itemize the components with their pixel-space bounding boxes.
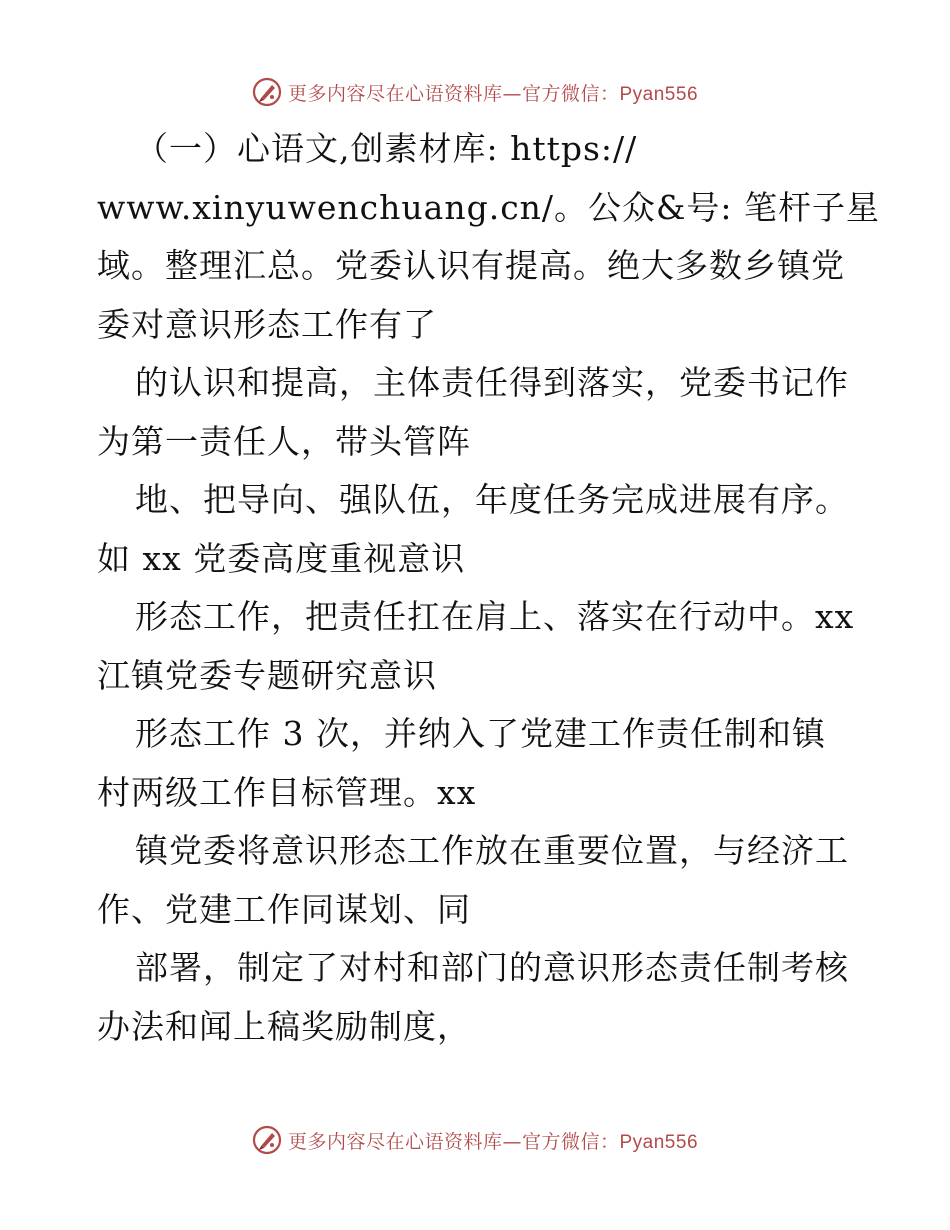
body-line: 形态工作，把责任扛在肩上、落实在行动中。xx <box>135 597 855 636</box>
body-line: 域。整理汇总。党委认识有提高。绝大多数乡镇党 <box>97 246 845 285</box>
body-line: 办法和闻上稿奖励制度， <box>97 1006 471 1046</box>
body-line: 镇党委将意识形态工作放在重要位置，与经济工 <box>135 831 849 870</box>
footer-banner <box>0 1118 950 1162</box>
body-line: 的认识和提高，主体责任得到落实，党委书记作 <box>135 363 849 402</box>
body-line: （一）心语文,创素材库: https:// <box>135 129 638 168</box>
footer-banner-text <box>288 1127 698 1154</box>
body-line: 为第一责任人，带头管阵 <box>97 421 471 461</box>
body-line: 委对意识形态工作有了 <box>97 304 437 344</box>
body-line: 部署，制定了对村和部门的意识形态责任制考核 <box>135 948 849 987</box>
body-line: 如 xx 党委高度重视意识 <box>97 538 466 578</box>
pen-nib-logo-icon <box>252 1125 282 1155</box>
body-line: www.xinyuwenchuang.cn/。公众&号: 笔杆子星 <box>97 187 881 227</box>
header-banner <box>0 70 950 114</box>
footer-wechat-id: Pyan556 <box>619 1131 699 1153</box>
header-banner-label: 更多内容尽在心语资料库—官方微信： <box>287 82 620 105</box>
body-line: 形态工作 3 次，并纳入了党建工作责任制和镇 <box>135 714 826 753</box>
header-banner-text <box>288 79 698 106</box>
footer-banner-label: 更多内容尽在心语资料库—官方微信： <box>287 1130 620 1153</box>
header-wechat-id: Pyan556 <box>619 83 699 105</box>
pen-nib-logo-icon <box>252 77 282 107</box>
body-line: 村两级工作目标管理。xx <box>97 772 477 812</box>
body-line: 作、党建工作同谋划、同 <box>97 889 471 929</box>
document-body <box>97 120 881 1056</box>
body-line: 地、把导向、强队伍，年度任务完成进展有序。 <box>135 480 849 519</box>
body-line: 江镇党委专题研究意识 <box>97 655 437 695</box>
